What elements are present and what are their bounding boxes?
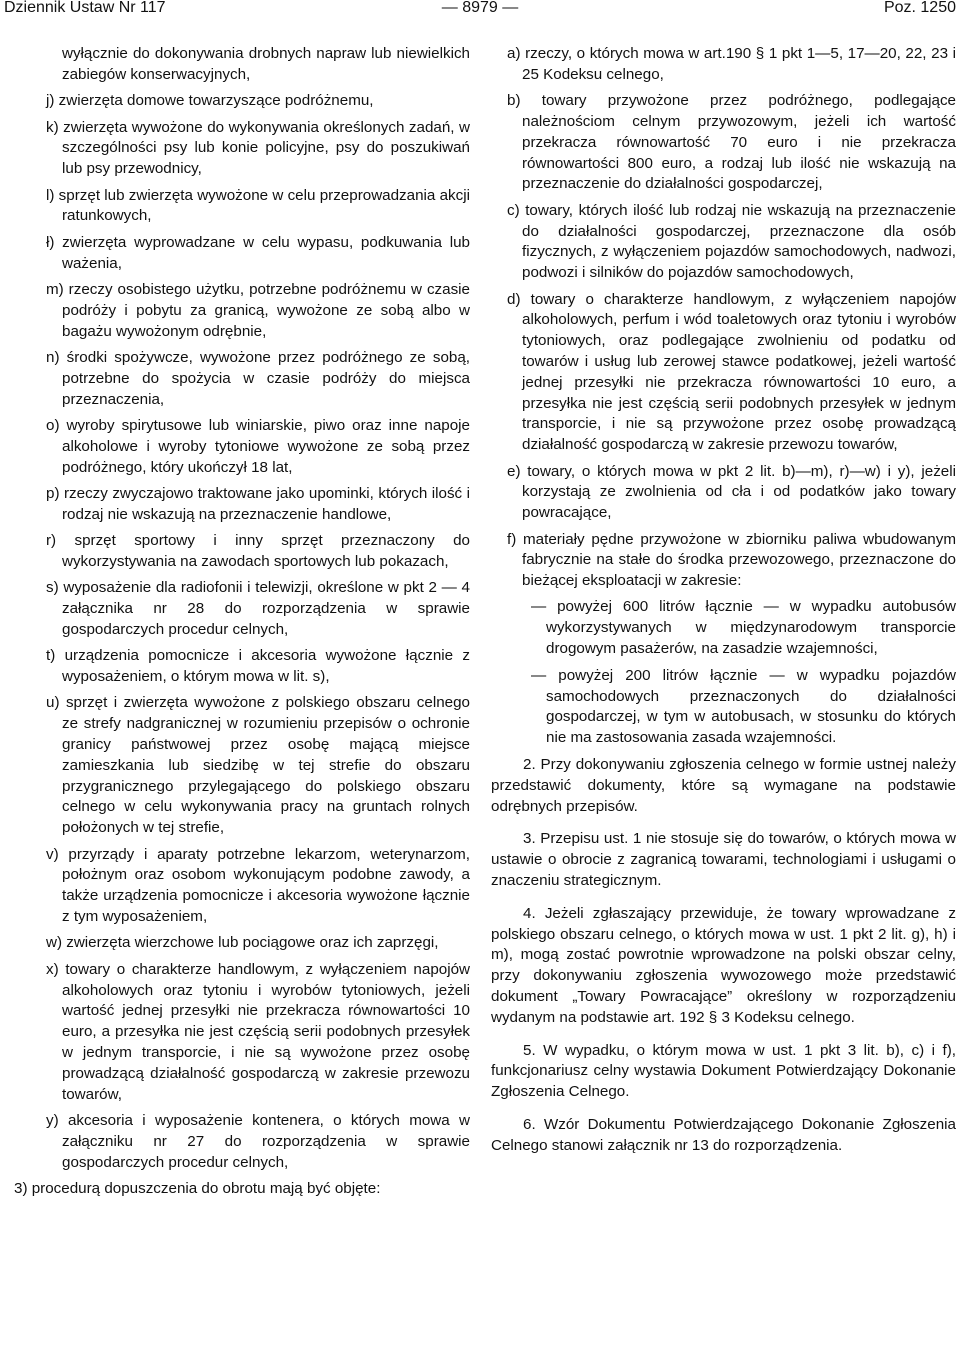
list-item-p: p) rzeczy zwyczajowo traktowane jako upominki, których ilość i rodzaj nie wskazują na przeznaczenie handlowe,: [46, 484, 470, 523]
list-item-d: d) towary o charakterze handlowym, z wyłączeniem napojów alkoholowych, perfum i wód toaletowych oraz tytoniu i wyrobów tytoniowych, oraz podlegające zwolnieniu od podatku od towarów i usług lub zerowej stawce podatkowej, jeżeli wartość jednej przesyłki nie przekracza równowartości 10 euro, a przesyłka nie jest częścią serii podobnych przesyłek w jednym transporcie, i nie są przywożone przez osobę prowadzącą działalność gospodarczą w zakresie przewozu towarów,: [507, 290, 956, 454]
paragraph-3: 3. Przepisu ust. 1 nie stosuje się do towarów, o których mowa w ustawie o obrocie z zagranicą towarami, technologiami i usługami o znaczeniu strategicznym.: [491, 830, 956, 890]
position-number: Poz. 1250: [883, 0, 956, 16]
paragraph-2: 2. Przy dokonywaniu zgłoszenia celnego w formie ustnej należy przedstawić dokumenty, które są wymagane na podstawie odrębnych przepisów.: [491, 756, 956, 815]
list-item-v: v) przyrządy i aparaty potrzebne lekarzom, weterynarzom, położnym oraz osobom wykonującym podobne zawody, a także urządzenia pomocnicze i akcesoria wywożone łącznie z tym wyposażeniem,: [46, 845, 470, 925]
paragraph-6: 6. Wzór Dokumentu Potwierdzającego Dokonanie Zgłoszenia Celnego stanowi załącznik nr 13 do rozporządzenia.: [491, 1116, 956, 1154]
list-item-m: m) rzeczy osobistego użytku, potrzebne podróżnemu w czasie podróży i pobytu za granicą, wywożone ze sobą albo w bagażu wywożonym odrębnie,: [46, 280, 470, 340]
paragraph-5: 5. W wypadku, o którym mowa w ust. 1 pkt 3 lit. b), c) i f), funkcjonariusz celny wystawia Dokument Potwierdzający Dokonanie Zgłoszenia Celnego.: [491, 1041, 956, 1101]
list-item-w: w) zwierzęta wierzchowe lub pociągowe oraz ich zaprzęgi,: [46, 934, 439, 952]
list-item-a: a) rzeczy, o których mowa w art.190 § 1 pkt 1—5, 17—20, 22, 23 i 25 Kodeksu celnego,: [507, 45, 956, 83]
right-column: [491, 44, 956, 1169]
dash-item-vehicles: — powyżej 200 litrów łącznie — w wypadku pojazdów samochodowych przeznaczonych do działalności gospodarczej, w tym w autobusach, w stosunku do których nie ma zastosowania zasada wzajemności.: [531, 666, 956, 747]
paragraph-4: 4. Jeżeli zgłaszający przewiduje, że towary wprowadzane z polskiego obszaru celnego, o których mowa w ust. 1 pkt 2 lit. g), h) i m), mogą zostać powrotnie wprowadzone na polski obszar celny, przy dokonywaniu zgłoszenia wywozowego może przedstawić dokument „Towary Powracające” określony w rozporządzeniu wydanym na podstawie art. 192 § 3 Kodeksu celnego.: [491, 904, 956, 1026]
list-item-l: l) sprzęt lub zwierzęta wywożone w celu przeprowadzania akcji ratunkowych,: [46, 186, 470, 225]
list-item-y: y) akcesoria i wyposażenie kontenera, o których mowa w załączniku nr 27 do rozporządzenia w sprawie gospodarczych procedur celnych,: [46, 1111, 470, 1171]
list-item-u: u) sprzęt i zwierzęta wywożone z polskiego obszaru celnego ze strefy nadgranicznej w rozumieniu przepisów o ochronie granicy państwowej przez osobę mającą miejsce zamieszkania lub siedzibę w tej strefie do obszaru przygranicznego przylegającego do polskiego obszaru celnego w celu wykonywania pracy na gruntach rolnych położonych w tej strefie,: [46, 694, 470, 837]
point-3-heading: 3) procedurą dopuszczenia do obrotu mają być objęte:: [14, 1179, 381, 1197]
list-item-n: n) środki spożywcze, wywożone przez podróżnego ze sobą, potrzebne do spożycia w czasie podróży do miejsca przeznaczenia,: [46, 348, 470, 408]
list-item-l-stroke: ł) zwierzęta wyprowadzane w celu wypasu, podkuwania lub ważenia,: [46, 233, 470, 272]
list-item-x: x) towary o charakterze handlowym, z wyłączeniem napojów alkoholowych oraz tytoniu i wyrobów tytoniowych, jeżeli wartość jednej przesyłki nie przekracza równowartości 10 euro, a przesyłka nie jest częścią serii podobnych przesyłek w jednym transporcie, i nie są wywożone przez osobę prowadzącą działalność gospodarczą w zakresie przewozu towarów,: [46, 960, 470, 1103]
list-item-r: r) sprzęt sportowy i inny sprzęt przeznaczony do wykorzystywania na zawodach sportowych lub pokazach,: [46, 532, 470, 570]
list-item-e: e) towary, o których mowa w pkt 2 lit. b)—m), r)—w) i y), jeżeli korzystają ze zwolnienia od cła i od podatków jako towary powracające,: [507, 462, 956, 522]
list-item-j: j) zwierzęta domowe towarzyszące podróżnemu,: [46, 92, 374, 110]
dash-item-buses: — powyżej 600 litrów łącznie — w wypadku autobusów wykorzystywanych w międzynarodowym transporcie drogowym pasażerów, na zasadzie wzajemności,: [531, 598, 956, 658]
left-column: [14, 44, 470, 1200]
list-item-t: t) urządzenia pomocnicze i akcesoria wywożone łącznie z wyposażeniem, o którym mowa w lit. s),: [46, 647, 470, 686]
list-item-f: f) materiały pędne przywożone w zbiorniku paliwa wbudowanym fabrycznie na stałe do środka przewozowego, przeznaczone do bieżącej eksploatacji w zakresie:: [507, 530, 956, 590]
list-item-c: c) towary, których ilość lub rodzaj nie wskazują na przeznaczenie do działalności gospodarczej, przeznaczone dla osób fizycznych, z wyłączeniem pojazdów samochodowych, nadwozi, podwozi i silników do pojazdów samochodowych,: [507, 201, 956, 282]
journal-title: Dziennik Ustaw Nr 117: [4, 0, 166, 16]
list-item-o: o) wyroby spirytusowe lub winiarskie, piwo oraz inne napoje alkoholowe i wyroby tytoniowe wywożone ze sobą przez podróżnego, który ukończył 18 lat,: [46, 416, 470, 476]
list-item-b: b) towary przywożone przez podróżnego, podlegające należnościom celnym przywozowym, jeżeli ich wartość przekracza równowartość 70 euro i nie przekracza równowartości 800 euro, a rodzaj lub ilość nie wskazują na przeznaczenie do działalności gospodarczej,: [507, 92, 956, 193]
page-number: — 8979 —: [441, 0, 519, 16]
page-header: [0, 0, 960, 24]
list-item-k: k) zwierzęta wywożone do wykonywania określonych zadań, w szczególności psy lub konie policyjne, psy do poszukiwań lub psy przewodnicy,: [46, 118, 470, 178]
list-item-s: s) wyposażenie dla radiofonii i telewizji, określone w pkt 2 — 4 załącznika nr 28 do rozporządzenia w sprawie gospodarczych procedur celnych,: [46, 579, 470, 638]
continuation-text: wyłącznie do dokonywania drobnych napraw lub niewielkich zabiegów konserwacyjnych,: [62, 45, 470, 83]
